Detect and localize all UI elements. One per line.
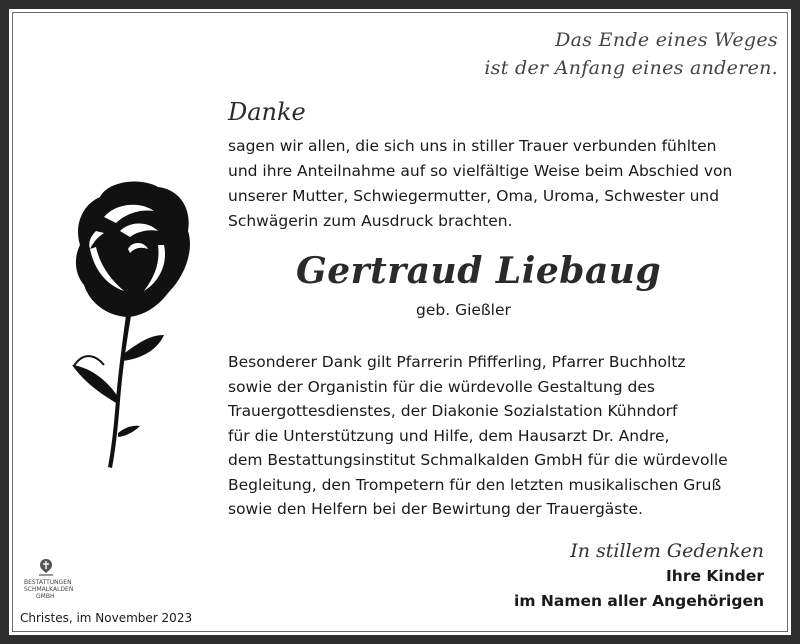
thanks-line: Begleitung, den Trompetern für den letzten musikalischen Gruß (228, 475, 722, 494)
thanks-paragraph (228, 350, 773, 522)
logo-text (24, 579, 74, 600)
thanks-line: sowie der Organistin für die würdevolle Gestaltung des (228, 377, 655, 396)
signature-line-1: Ihre Kinder (666, 567, 764, 585)
logo-line-3: GMBH (36, 593, 55, 600)
logo-line-1: BESTATTUNGEN (24, 579, 72, 586)
intro-paragraph (228, 134, 768, 234)
rose-icon (60, 175, 200, 470)
thanks-line: Besonderer Dank gilt Pfarrerin Pfifferling, Pfarrer Buchholtz (228, 353, 686, 371)
motto-quote (484, 26, 778, 82)
thanks-line: sowie den Helfern bei der Bewirtung der Trauergäste. (228, 500, 643, 518)
motto-line-1: Das Ende eines Weges (555, 29, 778, 51)
deceased-name: Gertraud Liebaug (296, 250, 662, 292)
place-date: Christes, im November 2023 (20, 611, 193, 625)
thanks-line: Trauergottesdienstes, der Diakonie Sozialstation Kühndorf (228, 402, 678, 420)
heading-danke: Danke (228, 98, 306, 126)
funeral-home-emblem-icon (36, 557, 56, 579)
intro-line: Schwägerin zum Ausdruck brachten. (228, 212, 513, 230)
thanks-line: dem Bestattungsinstitut Schmalkalden GmbH für die würdevolle (228, 451, 728, 469)
funeral-home-logo (24, 557, 74, 600)
closing-phrase: In stillem Gedenken (570, 540, 764, 562)
intro-line: und ihre Anteilnahme auf so vielfältige Weise beim Abschied von (228, 162, 733, 180)
thanks-line: für die Unterstützung und Hilfe, dem Hausarzt Dr. Andre, (228, 426, 670, 445)
signature-line-2: im Namen aller Angehörigen (514, 592, 764, 610)
logo-line-2: SCHMALKALDEN (24, 586, 74, 593)
intro-line: unserer Mutter, Schwiegermutter, Oma, Uroma, Schwester und (228, 187, 720, 205)
birth-name: geb. Gießler (416, 301, 511, 319)
motto-line-2: ist der Anfang eines anderen. (484, 57, 778, 79)
intro-line: sagen wir allen, die sich uns in stiller Trauer verbunden fühlten (228, 137, 717, 155)
